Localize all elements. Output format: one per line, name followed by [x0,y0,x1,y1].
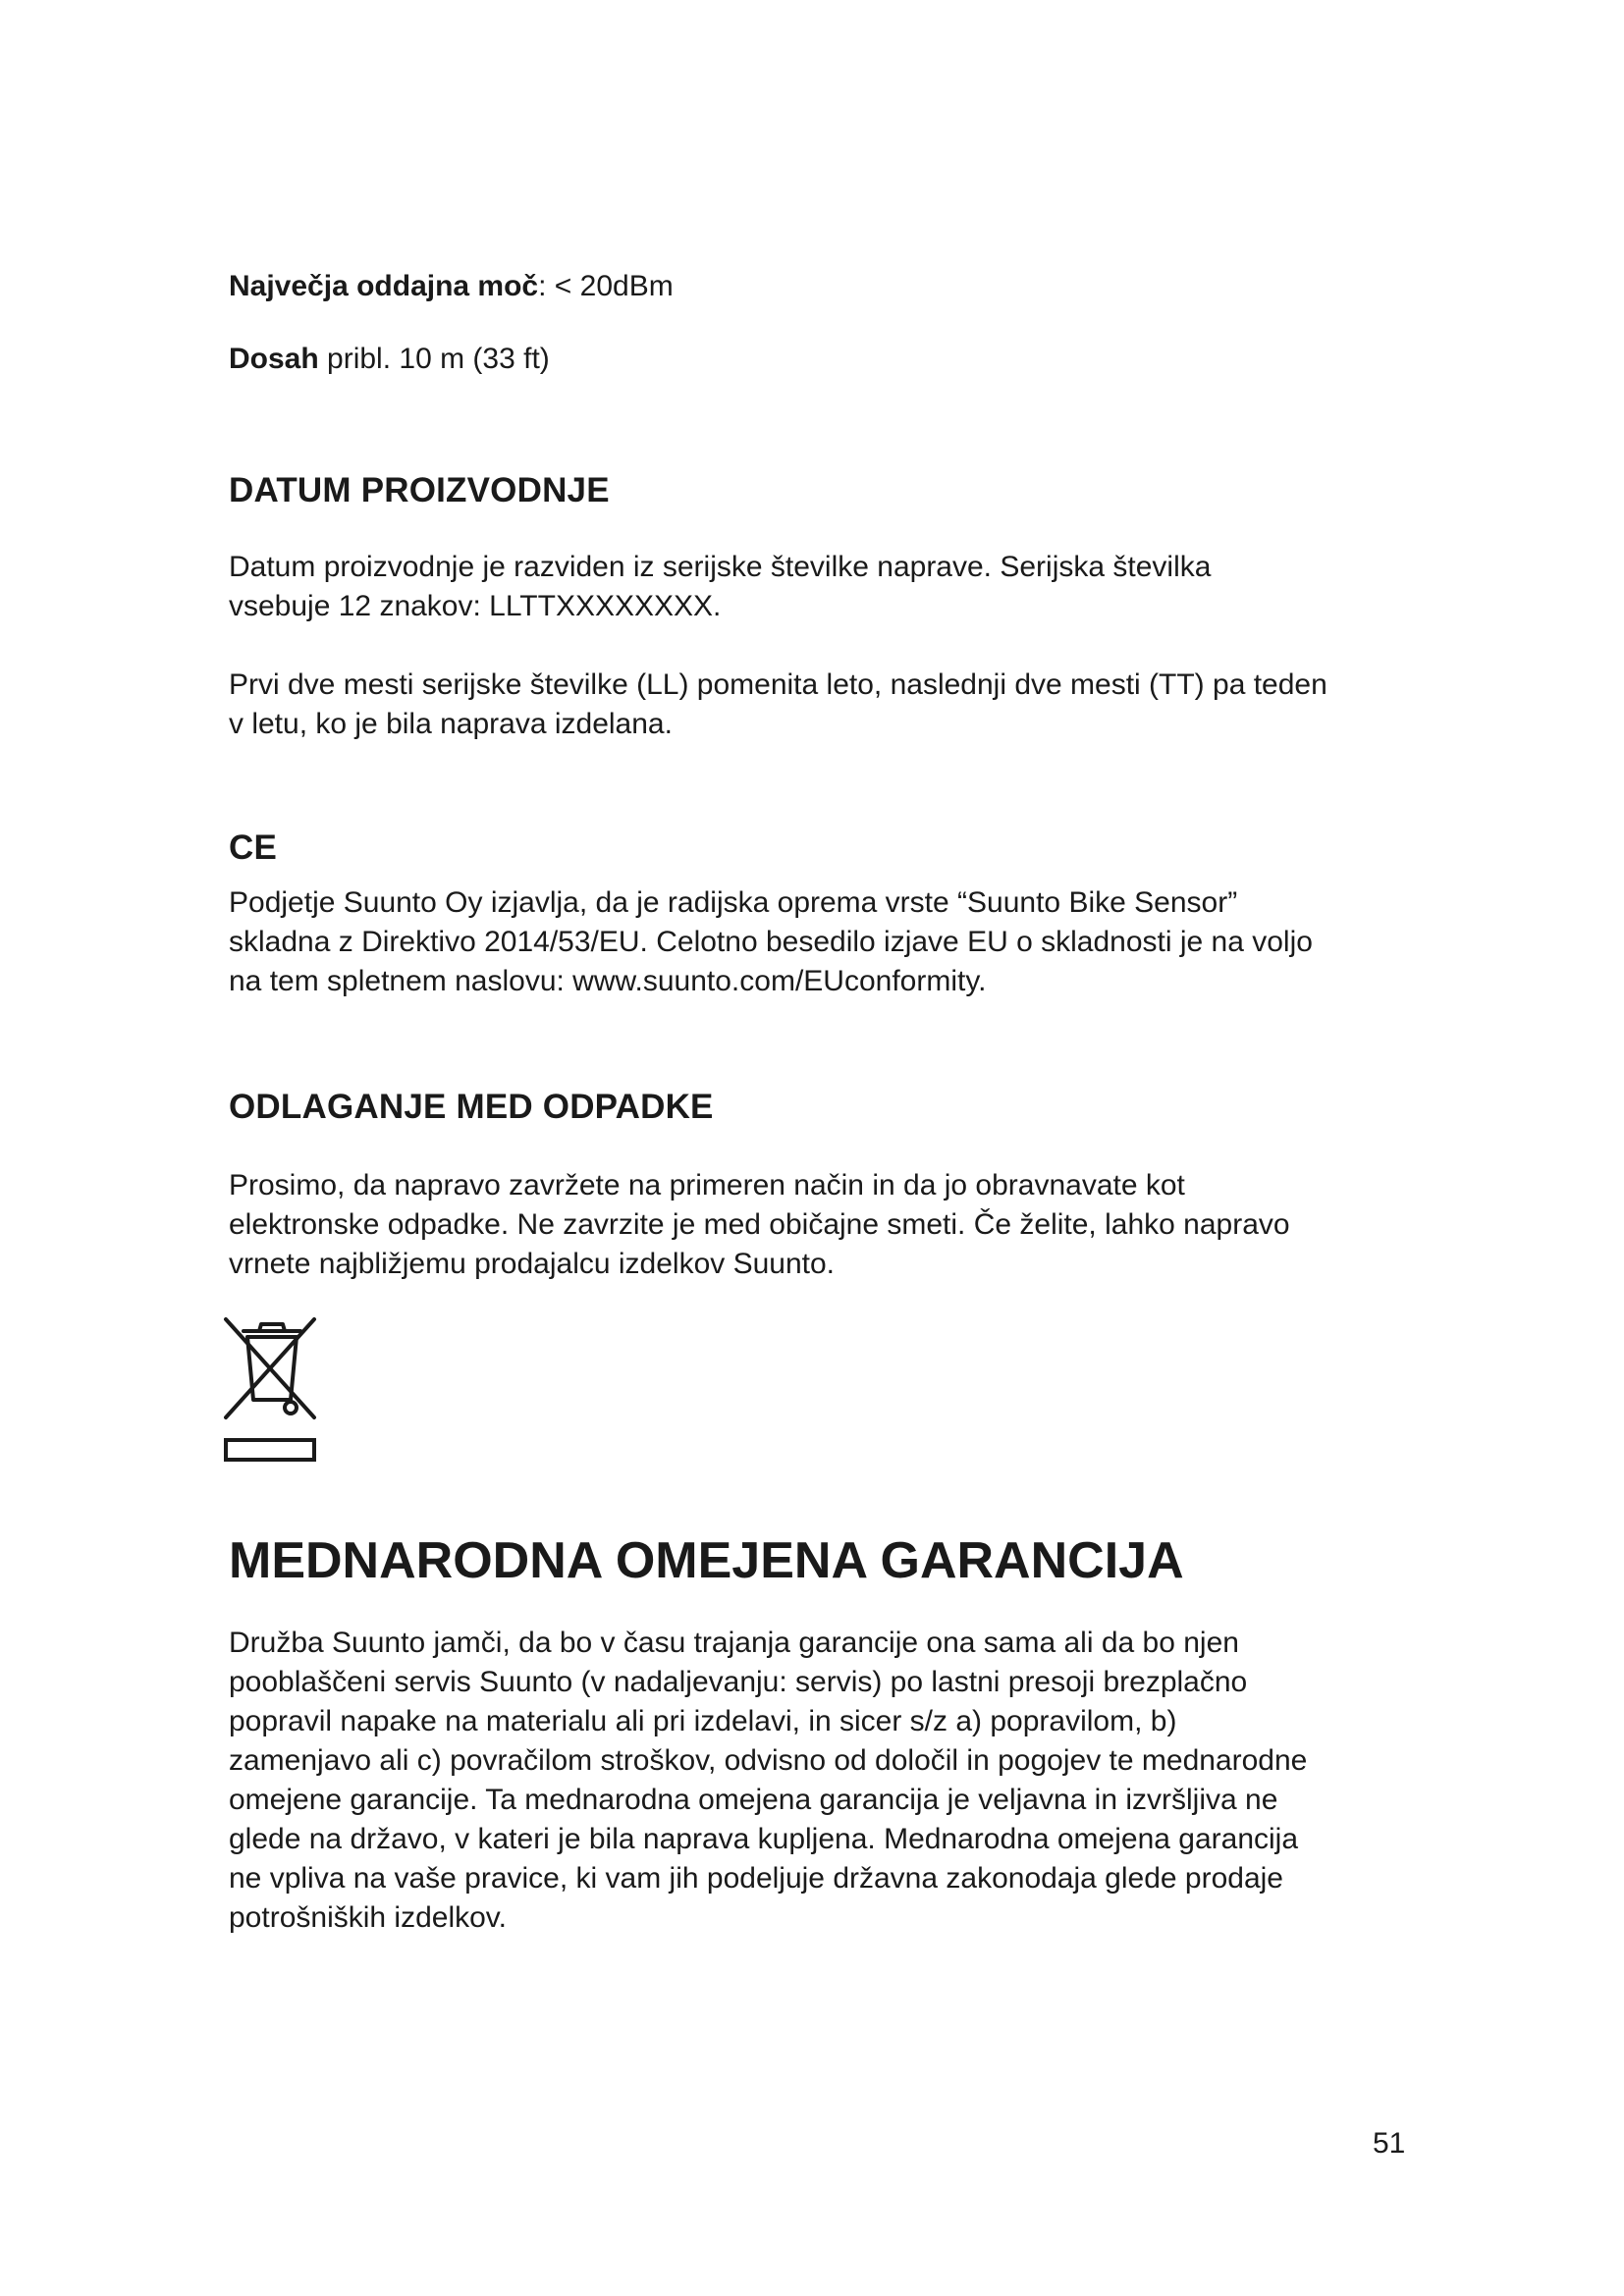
heading-production-date: DATUM PROIZVODNJE [229,471,610,509]
production-date-paragraph-2 [229,666,1436,744]
page-number: 51 [1373,2127,1406,2160]
heading-ce: CE [229,828,278,867]
text-line: omejene garancije. Ta mednarodna omejena garancija je veljavna in izvršljiva ne [229,1784,1278,1816]
heading-international-warranty: MEDNARODNA OMEJENA GARANCIJA [229,1532,1184,1589]
spec-range-value: pribl. 10 m (33 ft) [318,343,550,375]
heading-disposal: ODLAGANJE MED ODPADKE [229,1088,714,1126]
text-line: skladna z Direktivo 2014/53/EU. Celotno besedilo izjave EU o skladnosti je na voljo [229,926,1313,958]
text-line: Datum proizvodnje je razviden iz serijske številke naprave. Serijska številka [229,551,1212,583]
text-line: zamenjavo ali c) povračilom stroškov, odvisno od določil in pogojev te mednarodne [229,1744,1308,1777]
text-line: ne vpliva na vaše pravice, ki vam jih podeljuje državna zakonodaja glede prodaje [229,1862,1283,1895]
weee-crossed-bin-icon [222,1315,320,1465]
spec-range-label: Dosah [229,343,319,375]
spec-max-power [229,267,674,306]
text-line: glede na državo, v kateri je bila naprava kupljena. Mednarodna omejena garancija [229,1823,1299,1855]
text-line: Prosimo, da napravo zavržete na primeren način in da jo obravnavate kot [229,1169,1185,1201]
ce-paragraph [229,883,1436,1001]
disposal-paragraph [229,1166,1436,1284]
production-date-paragraph-1 [229,548,1436,626]
text-line: elektronske odpadke. Ne zavrzite je med običajne smeti. Če želite, lahko napravo [229,1208,1290,1241]
text-line: na tem spletnem naslovu: www.suunto.com/EUconformity. [229,965,987,997]
text-line: Družba Suunto jamči, da bo v času trajanja garancije ona sama ali da bo njen [229,1627,1239,1659]
spec-max-power-label: Največja oddajna moč [229,270,539,302]
text-line: vrnete najbližjemu prodajalcu izdelkov Suunto. [229,1248,836,1280]
text-line: potrošniških izdelkov. [229,1901,507,1934]
text-line: Podjetje Suunto Oy izjavlja, da je radijska oprema vrste “Suunto Bike Sensor” [229,886,1238,919]
text-line: popravil napake na materialu ali pri izdelavi, in sicer s/z a) popravilom, b) [229,1705,1177,1737]
text-line: v letu, ko je bila naprava izdelana. [229,708,673,740]
text-line: vsebuje 12 znakov: LLTTXXXXXXXX. [229,590,722,622]
warranty-paragraph [229,1624,1436,1938]
text-line: pooblaščeni servis Suunto (v nadaljevanju: servis) po lastni presoji brezplačno [229,1666,1248,1698]
spec-max-power-value: : < 20dBm [538,270,674,302]
text-line: Prvi dve mesti serijske številke (LL) pomenita leto, naslednji dve mesti (TT) pa teden [229,668,1327,701]
spec-range [229,340,550,379]
